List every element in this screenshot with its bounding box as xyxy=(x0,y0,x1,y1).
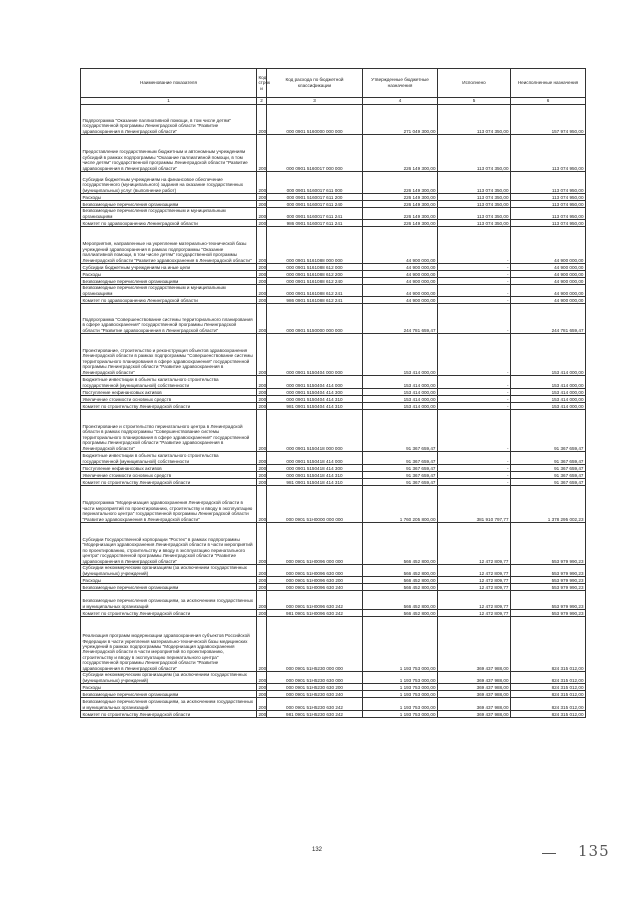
row-executed-cell: - xyxy=(438,389,511,396)
row-budget-code-cell: 000 0901 51Н5230 630 200 xyxy=(267,684,363,691)
row-budget-code-cell: 000 0901 51Н0000 000 000 xyxy=(267,486,363,523)
row-executed-cell: - xyxy=(438,297,511,304)
row-budget-code-cell: 000 0901 5160000 000 000 xyxy=(267,105,363,135)
row-code-cell: 200 xyxy=(258,479,267,485)
row-executed-cell: - xyxy=(438,264,511,271)
row-name-cell: Безвозмездные перечисления организациям xyxy=(81,278,257,285)
row-budget-code-cell: 000 0901 5161088 612 241 xyxy=(267,285,363,297)
row-budget-code-cell: 000 0901 5150418 414 310 xyxy=(267,472,363,479)
table-row xyxy=(81,472,586,479)
row-unexecuted-cell: 1 378 295 002,23 xyxy=(511,486,586,523)
row-code-cell: 200 xyxy=(258,403,267,409)
row-code-cell: 200 xyxy=(258,396,267,402)
table-row xyxy=(81,711,586,718)
row-budget-code-cell: 000 0901 5160017 611 240 xyxy=(267,201,363,208)
row-code-cell: 200 xyxy=(258,389,267,395)
row-budget-code-cell: 000 0901 51Н0096 630 240 xyxy=(267,584,363,591)
row-name-cell: Увеличение стоимости основных средств xyxy=(81,472,257,479)
row-approved-cell: 91 367 659,47 xyxy=(363,479,438,486)
table-row xyxy=(81,227,586,264)
row-unexecuted-cell: 113 074 950,00 xyxy=(511,172,586,194)
row-code-cell: 200 xyxy=(257,135,267,172)
row-budget-code-cell: 000 0901 51Н0096 630 242 xyxy=(267,591,363,610)
row-unexecuted-cell: 553 979 990,23 xyxy=(511,610,586,617)
row-name-cell: Субсидии бюджетным учреждениям на иные цели xyxy=(81,264,257,271)
row-unexecuted-cell: 553 979 990,23 xyxy=(511,584,586,591)
row-budget-code-cell: 981 0901 5150404 414 310 xyxy=(267,403,363,410)
table-row xyxy=(81,617,586,672)
row-name-cell: Бюджетные инвестиции в объекты капитального строительства государственной (муниципальной) собственности xyxy=(81,452,257,465)
row-budget-code-cell: 000 0901 5161088 612 200 xyxy=(267,271,363,278)
table-row xyxy=(81,334,586,376)
row-approved-cell: 226 149 300,00 xyxy=(363,208,438,220)
row-approved-cell: 226 149 300,00 xyxy=(363,220,438,227)
row-code-cell: 200 xyxy=(257,452,267,465)
row-unexecuted-cell: 91 367 659,47 xyxy=(511,472,586,479)
row-code-cell: 200 xyxy=(258,297,267,303)
row-budget-code-cell: 981 0901 51Н5230 630 242 xyxy=(267,711,363,718)
row-name-cell: Субсидии бюджетным учреждениям на финансовое обеспечение государственного (муниципального) задания на оказание государственных (муниципальных) услуг (выполнение работ) xyxy=(81,172,257,194)
row-executed-cell: 113 074 350,00 xyxy=(438,172,511,194)
table-row xyxy=(81,389,586,396)
row-code-cell: 200 xyxy=(258,472,267,478)
row-approved-cell: 153 414 000,00 xyxy=(363,403,438,410)
row-unexecuted-cell: 113 074 950,00 xyxy=(511,208,586,220)
row-unexecuted-cell: 44 900 000,00 xyxy=(511,227,586,264)
row-executed-cell: - xyxy=(438,227,511,264)
row-code-cell: 200 xyxy=(258,684,267,690)
row-code-cell: 200 xyxy=(258,711,267,717)
header-unexecuted: Неисполненные назначения xyxy=(511,69,586,98)
row-name-cell: Расходы xyxy=(81,577,257,584)
row-approved-cell: 153 414 000,00 xyxy=(363,389,438,396)
table-row xyxy=(81,135,586,172)
row-unexecuted-cell: 553 979 990,23 xyxy=(511,577,586,584)
row-name-cell: Предоставление государственным бюджетным и автономным учреждениям субсидий в рамках подпрограммы "Оказание паллиативной помощи, в том числе детям" государственной программы Ленинградской области "Развитие здравоохранения в Ленинградской области" xyxy=(81,135,257,172)
row-executed-cell: 113 074 350,00 xyxy=(438,208,511,220)
row-name-cell: Реализация программ модернизации здравоохранения субъектов Российской Федерации в части укрепления материально-технической базы медицинских учреждений в рамках подпрограммы "Модернизация здравоохранения Ленинградской области в части мероприятий по проектированию, строительству и вводу в эксплуатацию перинатального центра" государственной программы Ленинградской области "Развитие здравоохранения в Ленинградской области" xyxy=(81,617,257,672)
row-approved-cell: 44 900 000,00 xyxy=(363,227,438,264)
row-approved-cell: 44 900 000,00 xyxy=(363,278,438,285)
row-approved-cell: 1 193 753 000,00 xyxy=(363,672,438,684)
row-code-cell: 200 xyxy=(258,584,267,590)
row-budget-code-cell: 000 0901 51Н5230 630 242 xyxy=(267,698,363,711)
row-unexecuted-cell: 553 979 990,23 xyxy=(511,591,586,610)
row-executed-cell: 369 437 988,00 xyxy=(438,691,511,698)
row-approved-cell: 153 414 000,00 xyxy=(363,396,438,403)
row-budget-code-cell: 000 0901 5150404 414 000 xyxy=(267,376,363,389)
row-unexecuted-cell: 824 315 012,00 xyxy=(511,698,586,711)
column-number: 1 xyxy=(81,98,257,105)
stamp-dash xyxy=(542,853,556,854)
row-name-cell: Расходы xyxy=(81,684,257,691)
row-name-cell: Безвозмездные перечисления организациям, за исключением государственных и муниципальных организаций xyxy=(81,591,257,610)
row-budget-code-cell: 981 0901 51Н0096 630 242 xyxy=(267,610,363,617)
table-row xyxy=(81,410,586,452)
row-approved-cell: 44 900 000,00 xyxy=(363,297,438,304)
column-number: 5 xyxy=(438,98,511,105)
row-approved-cell: 566 452 800,00 xyxy=(363,591,438,610)
row-code-cell: 200 xyxy=(258,201,267,207)
column-number: 4 xyxy=(363,98,438,105)
row-executed-cell: 369 437 988,00 xyxy=(438,684,511,691)
row-executed-cell: 381 910 797,77 xyxy=(438,486,511,523)
row-budget-code-cell: 000 0901 5160017 611 000 xyxy=(267,172,363,194)
row-unexecuted-cell: 91 367 659,47 xyxy=(511,410,586,452)
row-code-cell: 200 xyxy=(257,591,267,610)
table-row xyxy=(81,297,586,304)
row-name-cell: Поступление нефинансовых активов xyxy=(81,389,257,396)
row-executed-cell: 12 472 809,77 xyxy=(438,565,511,577)
row-unexecuted-cell: 824 315 012,00 xyxy=(511,684,586,691)
row-name-cell: Комитет по здравоохранению Ленинградской области xyxy=(81,297,257,304)
row-name-cell: Субсидии некоммерческим организациям (за исключением государственных (муниципальных) учреждений) xyxy=(81,672,257,684)
row-budget-code-cell: 000 0901 5160017 611 241 xyxy=(267,208,363,220)
table-row xyxy=(81,584,586,591)
row-budget-code-cell: 986 0901 5160017 611 241 xyxy=(267,220,363,227)
row-approved-cell: 566 452 800,00 xyxy=(363,610,438,617)
row-name-cell: Увеличение стоимости основных средств xyxy=(81,396,257,403)
row-code-cell: 200 xyxy=(258,264,267,270)
row-executed-cell: - xyxy=(438,278,511,285)
row-approved-cell: 1 193 753 000,00 xyxy=(363,691,438,698)
row-name-cell: Безвозмездные перечисления организациям xyxy=(81,201,257,208)
row-executed-cell: 369 437 988,00 xyxy=(438,698,511,711)
row-name-cell: Субсидии Государственной корпорации "Ростех" в рамках подпрограммы "Модернизация здравоохранения Ленинградской области в части мероприятий по проектированию, строительству и вводу в эксплуатацию перинатального центра" государственной программы Ленинградской области "Развитие здравоохранения в Ленинградской области" xyxy=(81,523,257,565)
row-approved-cell: 271 049 300,00 xyxy=(363,105,438,135)
table-row xyxy=(81,465,586,472)
row-code-cell: 200 xyxy=(257,105,267,135)
row-unexecuted-cell: 824 315 012,00 xyxy=(511,672,586,684)
row-executed-cell: 12 472 809,77 xyxy=(438,584,511,591)
row-code-cell: 200 xyxy=(257,285,267,297)
header-approved: Утвержденные бюджетные назначения xyxy=(363,69,438,98)
row-approved-cell: 244 781 659,47 xyxy=(363,304,438,334)
row-executed-cell: 113 074 350,00 xyxy=(438,105,511,135)
row-executed-cell: 12 472 809,77 xyxy=(438,577,511,584)
table-row xyxy=(81,403,586,410)
row-unexecuted-cell: 824 315 012,00 xyxy=(511,711,586,718)
row-executed-cell: 369 437 988,00 xyxy=(438,711,511,718)
row-executed-cell: - xyxy=(438,472,511,479)
table-row xyxy=(81,194,586,201)
table-row xyxy=(81,376,586,389)
row-approved-cell: 226 149 300,00 xyxy=(363,201,438,208)
row-unexecuted-cell: 44 900 000,00 xyxy=(511,264,586,271)
row-unexecuted-cell: 44 900 000,00 xyxy=(511,271,586,278)
row-unexecuted-cell: 553 979 990,23 xyxy=(511,523,586,565)
table-row xyxy=(81,201,586,208)
row-budget-code-cell: 000 0901 5161088 612 000 xyxy=(267,264,363,271)
row-approved-cell: 91 367 659,47 xyxy=(363,452,438,465)
row-unexecuted-cell: 824 315 012,00 xyxy=(511,617,586,672)
row-unexecuted-cell: 153 414 000,00 xyxy=(511,376,586,389)
header-row-code: Код строк и xyxy=(257,69,267,98)
row-code-cell: 200 xyxy=(258,220,267,226)
row-name-cell: Расходы xyxy=(81,194,257,201)
row-approved-cell: 226 149 300,00 xyxy=(363,194,438,201)
row-executed-cell: - xyxy=(438,452,511,465)
row-approved-cell: 44 900 000,00 xyxy=(363,264,438,271)
row-executed-cell: - xyxy=(438,304,511,334)
row-name-cell: Безвозмездные перечисления государственным и муниципальным организациям xyxy=(81,285,257,297)
row-name-cell: Комитет по строительству Ленинградской области xyxy=(81,479,257,486)
table-row xyxy=(81,220,586,227)
row-budget-code-cell: 000 0901 51Н5230 000 000 xyxy=(267,617,363,672)
table-row xyxy=(81,208,586,220)
row-approved-cell: 153 414 000,00 xyxy=(363,334,438,376)
row-approved-cell: 1 760 205 800,00 xyxy=(363,486,438,523)
row-name-cell: Комитет по строительству Ленинградской области xyxy=(81,711,257,718)
row-name-cell: Проектирование, строительство и реконструкция объектов здравоохранения Ленинградской области в рамках подпрограммы "Совершенствование системы территориального планирования в сфере здравоохранения" государственной программы Ленинградской области "Развитие здравоохранения в Ленинградской области" xyxy=(81,334,257,376)
row-approved-cell: 1 193 753 000,00 xyxy=(363,698,438,711)
row-code-cell: 200 xyxy=(258,610,267,616)
row-budget-code-cell: 000 0901 51Н0096 630 000 xyxy=(267,565,363,577)
header-name: Наименование показателя xyxy=(81,69,257,98)
row-approved-cell: 566 452 800,00 xyxy=(363,577,438,584)
row-code-cell: 200 xyxy=(257,410,267,452)
row-unexecuted-cell: 553 979 990,23 xyxy=(511,565,586,577)
row-executed-cell: - xyxy=(438,285,511,297)
table-row xyxy=(81,396,586,403)
row-code-cell: 200 xyxy=(257,172,267,194)
row-name-cell: Безвозмездные перечисления организациям xyxy=(81,584,257,591)
table-row xyxy=(81,172,586,194)
row-budget-code-cell: 000 0901 5150418 414 000 xyxy=(267,452,363,465)
row-executed-cell: - xyxy=(438,376,511,389)
row-executed-cell: - xyxy=(438,334,511,376)
row-code-cell: 200 xyxy=(257,617,267,672)
row-executed-cell: 12 472 809,77 xyxy=(438,610,511,617)
row-executed-cell: - xyxy=(438,396,511,403)
row-unexecuted-cell: 44 900 000,00 xyxy=(511,285,586,297)
row-budget-code-cell: 000 0901 5150000 000 000 xyxy=(267,304,363,334)
row-executed-cell: 113 074 350,00 xyxy=(438,201,511,208)
row-unexecuted-cell: 91 367 659,47 xyxy=(511,452,586,465)
row-code-cell: 200 xyxy=(258,577,267,583)
column-number: 6 xyxy=(511,98,586,105)
row-approved-cell: 1 193 753 000,00 xyxy=(363,711,438,718)
row-unexecuted-cell: 244 781 659,47 xyxy=(511,304,586,334)
row-name-cell: Расходы xyxy=(81,271,257,278)
row-unexecuted-cell: 153 414 000,00 xyxy=(511,396,586,403)
row-name-cell: Мероприятия, направленные на укрепление материально-технической базы учреждений здравоохранения в рамках подпрограммы "Оказание паллиативной помощи, в том числе детям" государственной программы Ленинградской области "Развитие здравоохранения в Ленинградской области" xyxy=(81,227,257,264)
budget-execution-table xyxy=(80,68,586,718)
row-name-cell: Комитет по строительству Ленинградской области xyxy=(81,610,257,617)
row-name-cell: Безвозмездные перечисления организациям, за исключением государственных и муниципальных организаций xyxy=(81,698,257,711)
row-unexecuted-cell: 113 074 950,00 xyxy=(511,135,586,172)
row-budget-code-cell: 000 0901 51Н0096 000 000 xyxy=(267,523,363,565)
table-row xyxy=(81,105,586,135)
header-budget-code: Код расхода по бюджетной классификации xyxy=(267,69,363,98)
row-approved-cell: 226 149 300,00 xyxy=(363,172,438,194)
row-name-cell: Подпрограмма "Модернизация здравоохранения Ленинградской области в части мероприятий по проектированию, строительству и вводу в эксплуатацию перинатального центра" государственной программы Ленинградской области "Развитие здравоохранения в Ленинградской области" xyxy=(81,486,257,523)
row-code-cell: 200 xyxy=(258,271,267,277)
table-row xyxy=(81,565,586,577)
table-row xyxy=(81,285,586,297)
table-row xyxy=(81,486,586,523)
row-budget-code-cell: 000 0901 5150418 000 000 xyxy=(267,410,363,452)
table-row xyxy=(81,271,586,278)
page-number: 132 xyxy=(312,847,323,853)
table-row xyxy=(81,278,586,285)
row-code-cell: 200 xyxy=(257,208,267,220)
row-approved-cell: 44 900 000,00 xyxy=(363,285,438,297)
row-unexecuted-cell: 113 074 950,00 xyxy=(511,220,586,227)
table-row xyxy=(81,264,586,271)
row-executed-cell: - xyxy=(438,403,511,410)
row-approved-cell: 226 149 300,00 xyxy=(363,135,438,172)
row-code-cell: 200 xyxy=(258,465,267,471)
row-executed-cell: 369 437 988,00 xyxy=(438,672,511,684)
row-code-cell: 200 xyxy=(257,698,267,711)
table-row xyxy=(81,591,586,610)
row-executed-cell: 369 437 988,00 xyxy=(438,617,511,672)
table-row xyxy=(81,452,586,465)
column-number: 2 xyxy=(257,98,267,105)
row-unexecuted-cell: 824 315 012,00 xyxy=(511,691,586,698)
row-executed-cell: 113 074 350,00 xyxy=(438,220,511,227)
row-budget-code-cell: 000 0901 5150404 000 000 xyxy=(267,334,363,376)
row-code-cell: 200 xyxy=(257,376,267,389)
row-approved-cell: 91 367 659,47 xyxy=(363,410,438,452)
row-executed-cell: - xyxy=(438,410,511,452)
row-approved-cell: 153 414 000,00 xyxy=(363,376,438,389)
row-executed-cell: 12 472 809,77 xyxy=(438,523,511,565)
row-approved-cell: 1 193 753 000,00 xyxy=(363,617,438,672)
row-budget-code-cell: 000 0901 5161088 000 000 xyxy=(267,227,363,264)
row-executed-cell: 113 074 350,00 xyxy=(438,194,511,201)
row-name-cell: Проектирование и строительство перинатального центра в Ленинградской области в рамках подпрограммы "Совершенствование системы территориального планирования в сфере здравоохранения" государственной программы Ленинградской области "Развитие здравоохранения в Ленинградской области" xyxy=(81,410,257,452)
row-unexecuted-cell: 91 367 659,47 xyxy=(511,479,586,486)
row-budget-code-cell: 981 0901 5150418 414 310 xyxy=(267,479,363,486)
row-unexecuted-cell: 113 074 950,00 xyxy=(511,194,586,201)
row-code-cell: 200 xyxy=(257,334,267,376)
row-unexecuted-cell: 91 367 659,47 xyxy=(511,465,586,472)
row-budget-code-cell: 000 0901 5160017 611 200 xyxy=(267,194,363,201)
table-row xyxy=(81,304,586,334)
table-row xyxy=(81,698,586,711)
row-name-cell: Бюджетные инвестиции в объекты капитального строительства государственной (муниципальной) собственности xyxy=(81,376,257,389)
row-approved-cell: 1 193 753 000,00 xyxy=(363,684,438,691)
row-code-cell: 200 xyxy=(258,691,267,697)
row-name-cell: Безвозмездные перечисления государственным и муниципальным организациям xyxy=(81,208,257,220)
row-approved-cell: 91 367 659,47 xyxy=(363,465,438,472)
table-row xyxy=(81,691,586,698)
row-unexecuted-cell: 44 900 000,00 xyxy=(511,297,586,304)
table-row xyxy=(81,479,586,486)
row-executed-cell: - xyxy=(438,479,511,486)
row-executed-cell: - xyxy=(438,465,511,472)
row-budget-code-cell: 000 0901 5150404 414 300 xyxy=(267,389,363,396)
table-row xyxy=(81,610,586,617)
row-executed-cell: 12 472 809,77 xyxy=(438,591,511,610)
table-row xyxy=(81,523,586,565)
row-unexecuted-cell: 113 074 950,00 xyxy=(511,201,586,208)
row-name-cell: Безвозмездные перечисления организациям xyxy=(81,691,257,698)
row-budget-code-cell: 000 0901 5160017 000 000 xyxy=(267,135,363,172)
row-unexecuted-cell: 153 414 000,00 xyxy=(511,389,586,396)
row-code-cell: 200 xyxy=(257,304,267,334)
header-executed: Исполнено xyxy=(438,69,511,98)
row-budget-code-cell: 000 0901 5161088 612 240 xyxy=(267,278,363,285)
row-code-cell: 200 xyxy=(257,565,267,577)
row-name-cell: Поступление нефинансовых активов xyxy=(81,465,257,472)
table-row xyxy=(81,672,586,684)
row-name-cell: Подпрограмма "Оказание паллиативной помощи, в том числе детям" государственной программы Ленинградской области "Развитие здравоохранения в Ленинградской области" xyxy=(81,105,257,135)
row-code-cell: 200 xyxy=(257,672,267,684)
budget-report-sheet xyxy=(80,68,585,718)
row-name-cell: Субсидии некоммерческим организациям (за исключением государственных (муниципальных) учреждений) xyxy=(81,565,257,577)
row-unexecuted-cell: 157 974 950,00 xyxy=(511,105,586,135)
table-header-row xyxy=(81,69,586,98)
row-code-cell: 200 xyxy=(258,278,267,284)
table-row xyxy=(81,577,586,584)
row-budget-code-cell: 986 0901 5161088 612 241 xyxy=(267,297,363,304)
row-unexecuted-cell: 153 414 000,00 xyxy=(511,403,586,410)
row-approved-cell: 44 900 000,00 xyxy=(363,271,438,278)
table-body xyxy=(81,105,586,718)
row-code-cell: 200 xyxy=(257,486,267,523)
row-approved-cell: 566 452 800,00 xyxy=(363,584,438,591)
row-budget-code-cell: 000 0901 51Н0096 630 200 xyxy=(267,577,363,584)
row-name-cell: Комитет по строительству Ленинградской области xyxy=(81,403,257,410)
table-row xyxy=(81,684,586,691)
row-name-cell: Комитет по здравоохранению Ленинградской области xyxy=(81,220,257,227)
row-budget-code-cell: 000 0901 5150404 414 310 xyxy=(267,396,363,403)
row-unexecuted-cell: 44 900 000,00 xyxy=(511,278,586,285)
column-number: 3 xyxy=(267,98,363,105)
row-approved-cell: 91 367 659,47 xyxy=(363,472,438,479)
row-code-cell: 200 xyxy=(257,523,267,565)
column-number-row xyxy=(81,98,586,105)
row-executed-cell: - xyxy=(438,271,511,278)
handwritten-page-stamp: 135 xyxy=(578,842,610,860)
row-unexecuted-cell: 153 414 000,00 xyxy=(511,334,586,376)
row-approved-cell: 566 452 800,00 xyxy=(363,565,438,577)
row-name-cell: Подпрограмма "Совершенствование системы территориального планирования в сфере здравоохранения" государственной программы Ленинградской области "Развитие здравоохранения в Ленинградской области" xyxy=(81,304,257,334)
row-budget-code-cell: 000 0901 51Н5230 630 240 xyxy=(267,691,363,698)
row-budget-code-cell: 000 0901 5150418 414 300 xyxy=(267,465,363,472)
row-budget-code-cell: 000 0901 51Н5230 630 000 xyxy=(267,672,363,684)
row-executed-cell: 113 074 350,00 xyxy=(438,135,511,172)
row-approved-cell: 566 452 800,00 xyxy=(363,523,438,565)
row-code-cell: 200 xyxy=(257,227,267,264)
row-code-cell: 200 xyxy=(258,194,267,200)
